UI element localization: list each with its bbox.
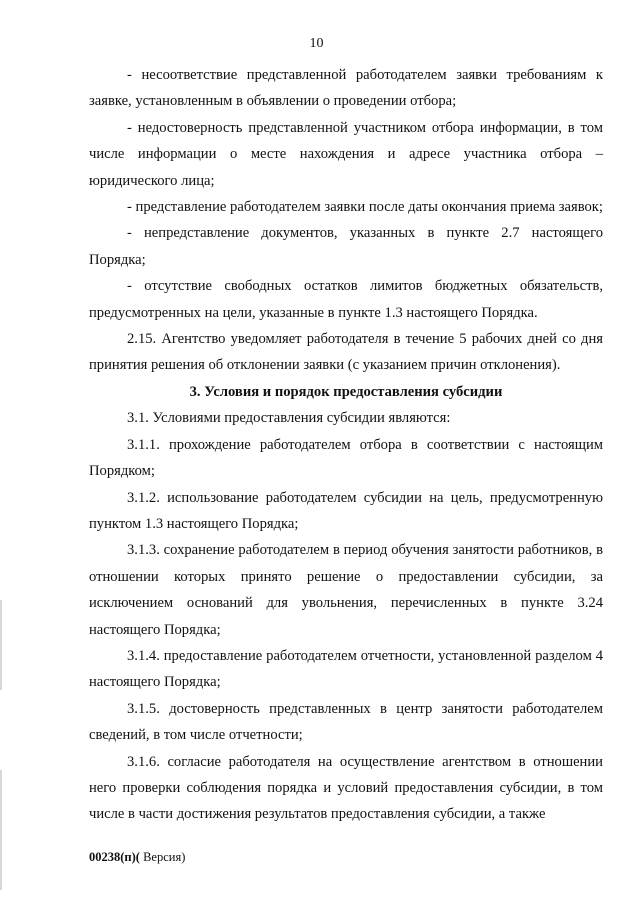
paragraph-reason-no-limits: - отсутствие свободных остатков лимитов бюджетных обязательств, предусмотренных на цели, указанные в пункте 1.3 настоящего Порядка. [89,278,603,321]
footer-version: Версия) [139,850,186,864]
footer-code: 00238(п)( [89,850,140,864]
paragraph-3-1-2: 3.1.2. использование работодателем субсидии на цель, предусмотренную пунктом 1.3 настоящего Порядка; [89,489,603,532]
paragraph-3-1-4: 3.1.4. предоставление работодателем отчетности, установленной разделом 4 настоящего Порядка; [89,647,603,691]
paragraph-reason-unreliable-info: - недостоверность представленной участником отбора информации, в том числе информации о месте нахождения и адресе участника отбора – юридического лица; [89,119,603,189]
paragraph-3-1-1: 3.1.1. прохождение работодателем отбора в соответствии с настоящим Порядком; [89,436,603,480]
scan-edge-mark [0,770,2,890]
page-number: 10 [309,36,324,51]
paragraph-reason-nonconformity: - несоответствие представленной работодателем заявки требованиям к заявке, установленным в объявлении о проведении отбора; [89,67,603,110]
paragraph-reason-missing-documents: - непредставление документов, указанных в пункте 2.7 настоящего Порядка; [89,225,603,268]
section-heading-3: 3. Условия и порядок предоставления субсидии [189,383,503,400]
paragraph-2-15: 2.15. Агентство уведомляет работодателя в течение 5 рабочих дней со дня принятия решения об отклонении заявки (с указанием причин отклонения). [89,331,603,374]
paragraph-reason-late-submission: - представление работодателем заявки после даты окончания приема заявок; [127,199,603,216]
paragraph-3-1-3: 3.1.3. сохранение работодателем в период обучения занятости работников, в отношении которых принято решение о предоставлении субсидии, за исключением оснований для увольнения, перечисленных в пункте 3.24 настоящего Порядка; [89,542,603,638]
scan-edge-mark [0,600,2,690]
paragraph-3-1: 3.1. Условиями предоставления субсидии являются: [127,410,451,427]
document-body [89,62,603,828]
paragraph-3-1-5: 3.1.5. достоверность представленных в центр занятости работодателем сведений, в том числе отчетности; [89,700,603,744]
paragraph-3-1-6: 3.1.6. согласие работодателя на осуществление агентством в отношении него проверки соблюдения порядка и условий предоставления субсидии, в том числе в части достижения результатов предоставления субсидии, а также [89,753,603,823]
document-footer-code [89,850,185,865]
